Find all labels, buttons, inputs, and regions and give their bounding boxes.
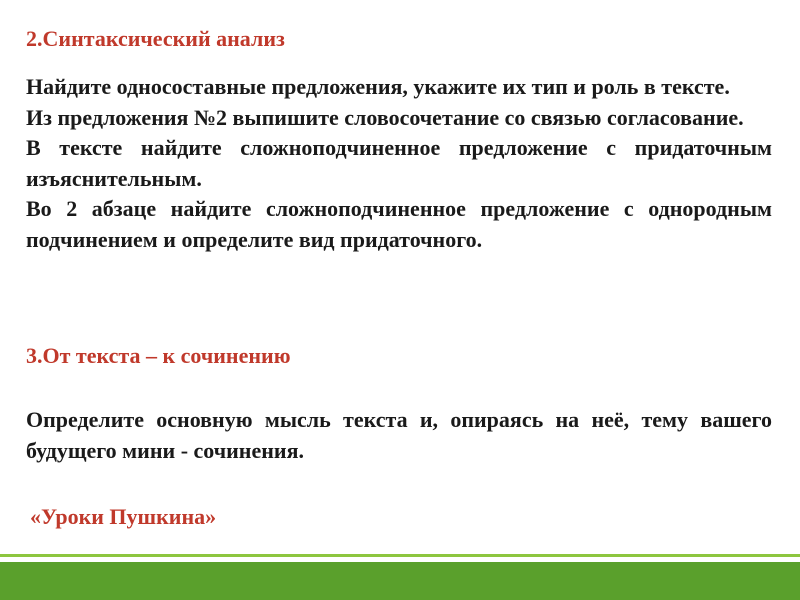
syntax-task-list: [26, 72, 772, 255]
essay-title: «Уроки Пушкина»: [30, 504, 217, 529]
task-item: Найдите односоставные предложения, укажите их тип и роль в тексте.: [26, 74, 730, 99]
task-item: В тексте найдите сложноподчиненное предложение с придаточным изъяснительным.: [26, 135, 772, 191]
section-heading-syntax: 2.Синтаксический анализ: [26, 26, 285, 51]
task-item: Во 2 абзаце найдите сложноподчиненное предложение с однородным подчинением и определите вид придаточного.: [26, 196, 772, 252]
essay-instruction: Определите основную мысль текста и, опираясь на неё, тему вашего будущего мини - сочинения.: [26, 407, 772, 463]
footer-divider: [0, 554, 800, 557]
section-heading-essay: 3.От текста – к сочинению: [26, 343, 291, 368]
footer-bar: [0, 562, 800, 600]
task-item: Из предложения №2 выпишите словосочетание со связью согласование.: [26, 104, 744, 130]
